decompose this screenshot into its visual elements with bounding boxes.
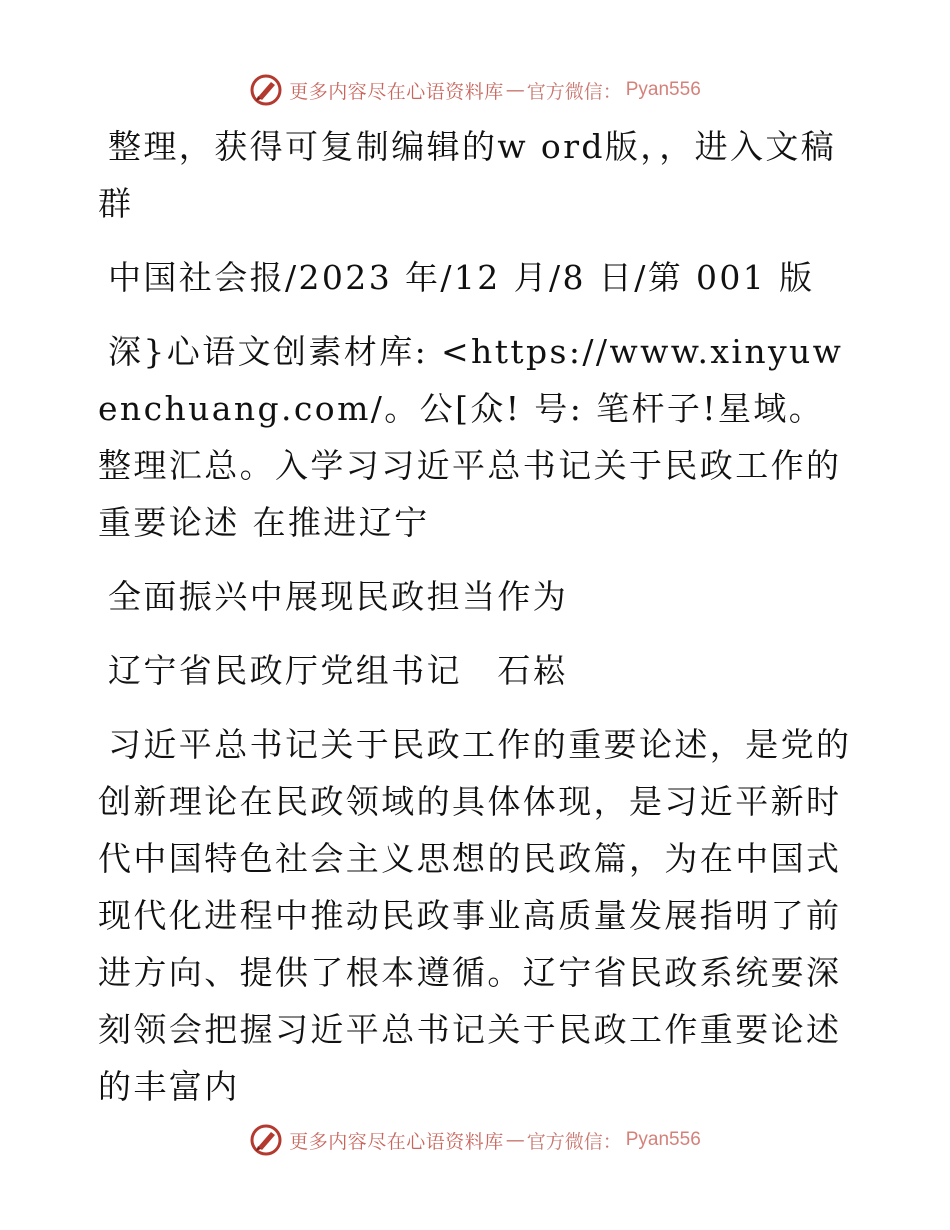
footer-watermark	[0, 1120, 950, 1160]
article-title: 全面振兴中展现民政担当作为	[108, 577, 569, 616]
brush-logo-icon	[249, 73, 283, 107]
watermark-official-label: 官方微信：	[526, 80, 622, 103]
paragraph-source: 中国社会报/2023 年/12 月/8 日/第 001 版	[108, 258, 815, 297]
watermark-dash: —	[505, 1129, 525, 1151]
paragraph-intro: 整理，获得可复制编辑的w ord版，，进入文稿群	[98, 127, 837, 223]
watermark-dash: —	[505, 79, 525, 101]
watermark-site-text: 更多内容尽在心语资料库	[289, 80, 504, 103]
watermark-official-label: 官方微信：	[526, 1130, 622, 1153]
brush-logo-icon	[249, 1123, 283, 1157]
watermark-wechat-id: Pyan556	[625, 1129, 701, 1150]
header-watermark	[0, 70, 950, 110]
article-author: 辽宁省民政厅党组书记 石崧	[108, 651, 569, 690]
paragraph-library: 深}心语文创素材库: <https://www.xinyuwenchuang.com/。公[众! 号: 笔杆子!星域。整理汇总。入学习习近平总书记关于民政工作的重要论述 在推进辽宁	[98, 332, 844, 542]
paragraph-body: 习近平总书记关于民政工作的重要论述，是党的创新理论在民政领域的具体体现，是习近平新时代中国特色社会主义思想的民政篇，为在中国式现代化进程中推动民政事业高质量发展指明了前进方向、提供了根本遵循。辽宁省民政系统要深刻领会把握习近平总书记关于民政工作重要论述的丰富内	[98, 725, 852, 1106]
watermark-wechat-id: Pyan556	[625, 79, 701, 100]
watermark-site-text: 更多内容尽在心语资料库	[289, 1130, 504, 1153]
document-body	[98, 118, 858, 1115]
